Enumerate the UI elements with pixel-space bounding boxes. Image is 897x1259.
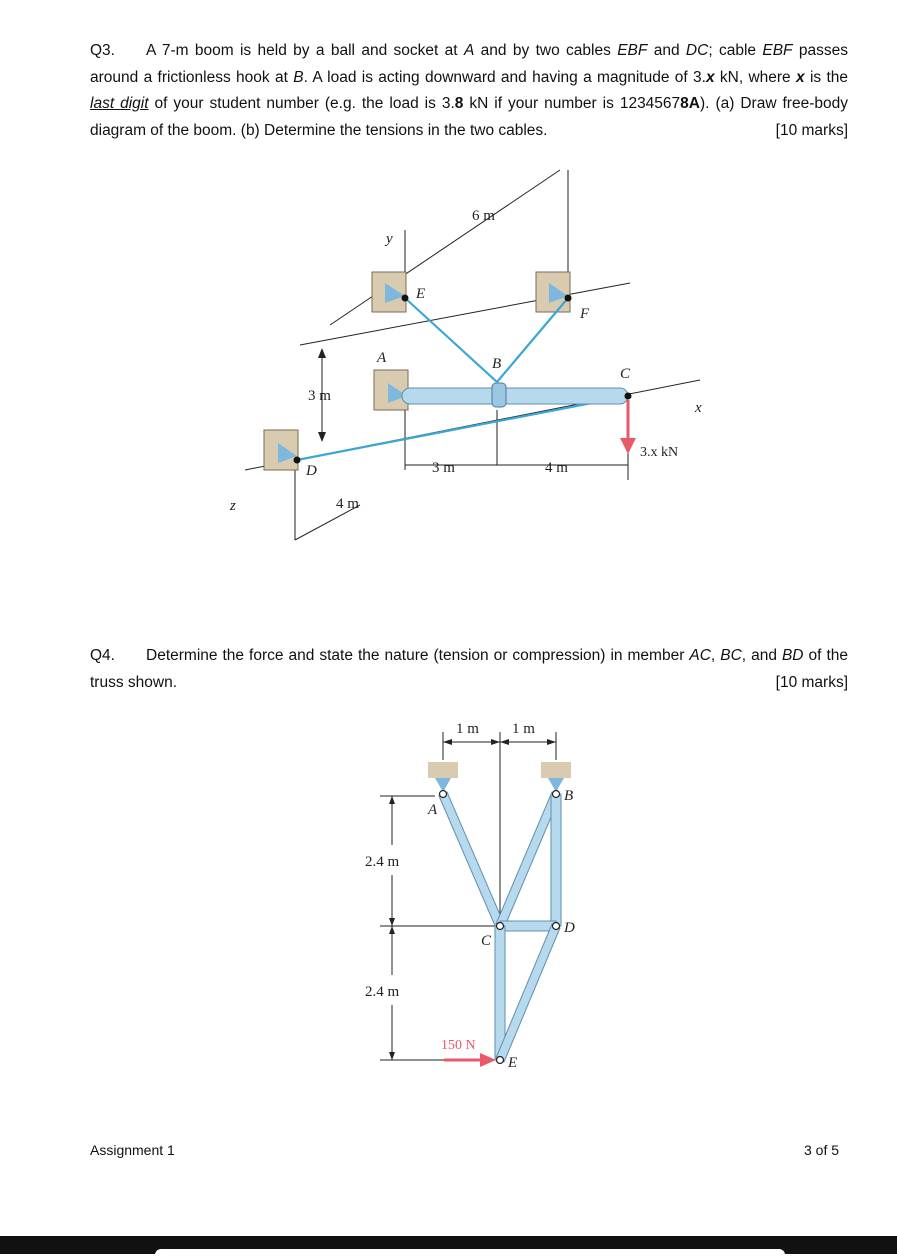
label-B: B: [492, 356, 502, 372]
label-1m-a: 1 m: [456, 721, 479, 737]
bottom-tab: [155, 1249, 785, 1259]
point-D: [294, 457, 301, 464]
label-6m: 6 m: [472, 208, 495, 224]
support-E: [372, 272, 406, 312]
support-F: [536, 272, 570, 312]
label-D: D: [306, 463, 317, 479]
boom-figure: [0, 150, 897, 560]
joint-A: [440, 791, 447, 798]
support-A: [428, 762, 458, 792]
label-C: C: [481, 933, 492, 949]
joint-B: [553, 791, 560, 798]
q4-text: Q4. Determine the force and state the nature (tension or compression) in member AC, BC, and BD of the truss shown. [10 marks]: [90, 643, 848, 696]
label-D: D: [564, 920, 575, 936]
q4-number: Q4.: [90, 647, 115, 664]
label-A: A: [377, 350, 387, 366]
cable-BF: [497, 298, 568, 382]
q3-marks: [10 marks]: [775, 121, 848, 139]
q3-text: Q3. A 7-m boom is held by a ball and socket at A and by two cables EBF and DC; cable EBF passes around a frictionless hook at B. A load is acting downward and having a magnitude of 3.x kN, where x is the last digit of your student number (e.g. the load is 3.8 kN if your number is 12345678A). (a) Draw free-body diagram of the boom. (b) Determine the tensions in the two cables. [10 marks]: [90, 38, 848, 144]
point-C: [625, 393, 632, 400]
support-A: [374, 370, 408, 410]
truss-figure: [0, 710, 897, 1090]
label-4m-z: 4 m: [336, 496, 359, 512]
label-C: C: [620, 366, 631, 382]
label-24-a: 2.4 m: [365, 854, 400, 870]
bottom-bar: [0, 1236, 897, 1254]
label-3m-vertical: 3 m: [308, 388, 331, 404]
member-AC: [439, 792, 504, 928]
label-24-b: 2.4 m: [365, 984, 400, 1000]
load-arrow: [620, 400, 636, 454]
footer-assignment: Assignment 1: [90, 1142, 175, 1158]
member-BD: [551, 794, 561, 926]
point-F: [565, 295, 572, 302]
load-arrow: [444, 1053, 496, 1067]
label-y: y: [386, 231, 393, 247]
q3-number: Q3.: [90, 42, 115, 59]
joint-D: [553, 923, 560, 930]
label-E: E: [416, 286, 426, 302]
boom: [402, 383, 628, 407]
question-3: [90, 38, 848, 144]
label-E: E: [508, 1055, 518, 1071]
dim-6m-line: [330, 170, 560, 325]
q4-marks: [10 marks]: [775, 673, 848, 691]
label-1m-b: 1 m: [512, 721, 535, 737]
joint-C: [497, 923, 504, 930]
label-F: F: [580, 306, 590, 322]
label-A: A: [428, 802, 438, 818]
question-4: [90, 643, 848, 696]
footer-page: 3 of 5: [804, 1142, 840, 1158]
point-E: [402, 295, 409, 302]
member-CD: [500, 921, 556, 931]
label-z: z: [230, 498, 236, 514]
label-3m: 3 m: [432, 460, 455, 476]
joint-E: [497, 1057, 504, 1064]
label-load: 150 N: [441, 1038, 476, 1053]
member-BC: [496, 792, 560, 928]
label-load: 3.x kN: [640, 445, 679, 460]
support-D: [264, 430, 298, 470]
label-B: B: [564, 788, 574, 804]
label-x: x: [695, 400, 702, 416]
label-4m: 4 m: [545, 460, 568, 476]
member-DE: [496, 924, 560, 1062]
cable-DC: [297, 396, 628, 460]
